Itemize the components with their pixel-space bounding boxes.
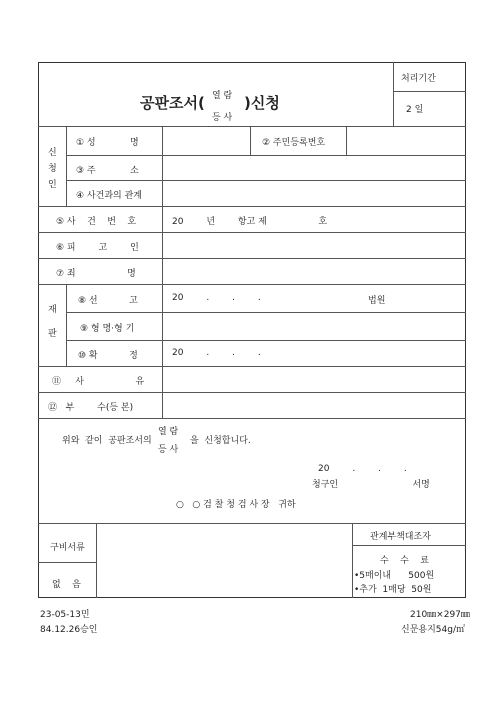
sentence-date-value[interactable]: 20 . . . bbox=[172, 293, 261, 303]
fee-line-2: •추가 1매당 50원 bbox=[354, 585, 432, 595]
requester-signature-line[interactable]: 청구인 서명 bbox=[312, 480, 430, 490]
attachments-value: 없 음 bbox=[52, 580, 81, 590]
form-title bbox=[140, 92, 205, 113]
trial-group-label: 재 판 bbox=[48, 305, 57, 339]
name-value-field[interactable] bbox=[166, 130, 246, 152]
form-number: 23-05-13민 bbox=[40, 610, 90, 620]
application-date[interactable]: 20 . . . bbox=[318, 464, 407, 474]
title-option-copy: 등 사 bbox=[212, 113, 233, 123]
copies-label: ⑫ 부 수(등 본) bbox=[48, 403, 134, 413]
charge-label: ⑦ 죄 명 bbox=[56, 269, 136, 279]
sentence-court-label: 법원 bbox=[368, 296, 386, 306]
attachments-label: 구비서류 bbox=[50, 543, 85, 553]
statement-prefix: 위와 같이 공판조서의 bbox=[62, 436, 152, 446]
name-label: ① 성 명 bbox=[76, 138, 139, 148]
statement-option-view: 열 람 bbox=[158, 427, 179, 437]
reason-field[interactable] bbox=[166, 370, 462, 388]
addressee: ○ ○ 검 찰 청 검 사 장 귀하 bbox=[176, 500, 296, 510]
fee-header: 관계부책대조자 bbox=[370, 532, 431, 542]
statement-suffix: 을 신청합니다. bbox=[190, 436, 251, 446]
fee-label: 수 수 료 bbox=[380, 556, 429, 566]
reason-label: ⑪ 사 유 bbox=[52, 377, 145, 387]
applicant-group-label: 신 청 인 bbox=[48, 148, 57, 190]
resident-id-label: ② 주민등록번호 bbox=[262, 138, 326, 148]
approval-date: 84.12.26승인 bbox=[40, 625, 98, 635]
processing-period-label: 처리기간 bbox=[401, 74, 436, 84]
relation-field[interactable] bbox=[166, 184, 462, 202]
penalty-label: ⑨ 형 명·형 기 bbox=[80, 324, 135, 334]
defendant-field[interactable] bbox=[166, 236, 462, 254]
final-label: ⑩ 확 정 bbox=[78, 351, 138, 361]
title-prefix: 공판조서( bbox=[140, 94, 205, 112]
processing-period-value: 2 일 bbox=[406, 105, 424, 115]
sentence-label: ⑧ 선 고 bbox=[78, 296, 138, 306]
address-label: ③ 주 소 bbox=[76, 166, 139, 176]
title-option-view: 열 람 bbox=[212, 91, 233, 101]
relation-label: ④ 사건과의 관계 bbox=[76, 191, 142, 201]
paper-spec: 신문용지54g/㎡ bbox=[401, 625, 465, 635]
copies-field[interactable] bbox=[166, 396, 462, 414]
defendant-label: ⑥ 피 고 인 bbox=[56, 243, 139, 253]
title-suffix: )신청 bbox=[244, 94, 280, 112]
penalty-field[interactable] bbox=[166, 316, 462, 336]
statement-option-copy: 등 사 bbox=[158, 445, 179, 455]
case-number-value[interactable]: 20 년 항고 제 호 bbox=[172, 217, 328, 227]
final-date-value[interactable]: 20 . . . bbox=[172, 348, 261, 358]
address-field[interactable] bbox=[166, 159, 462, 177]
resident-id-field[interactable] bbox=[350, 130, 460, 152]
case-number-label: ⑤ 사 건 번 호 bbox=[56, 217, 137, 227]
fee-line-1: •5매이내 500원 bbox=[354, 571, 435, 581]
charge-field[interactable] bbox=[166, 262, 462, 280]
paper-size: 210㎜×297㎜ bbox=[410, 610, 470, 620]
